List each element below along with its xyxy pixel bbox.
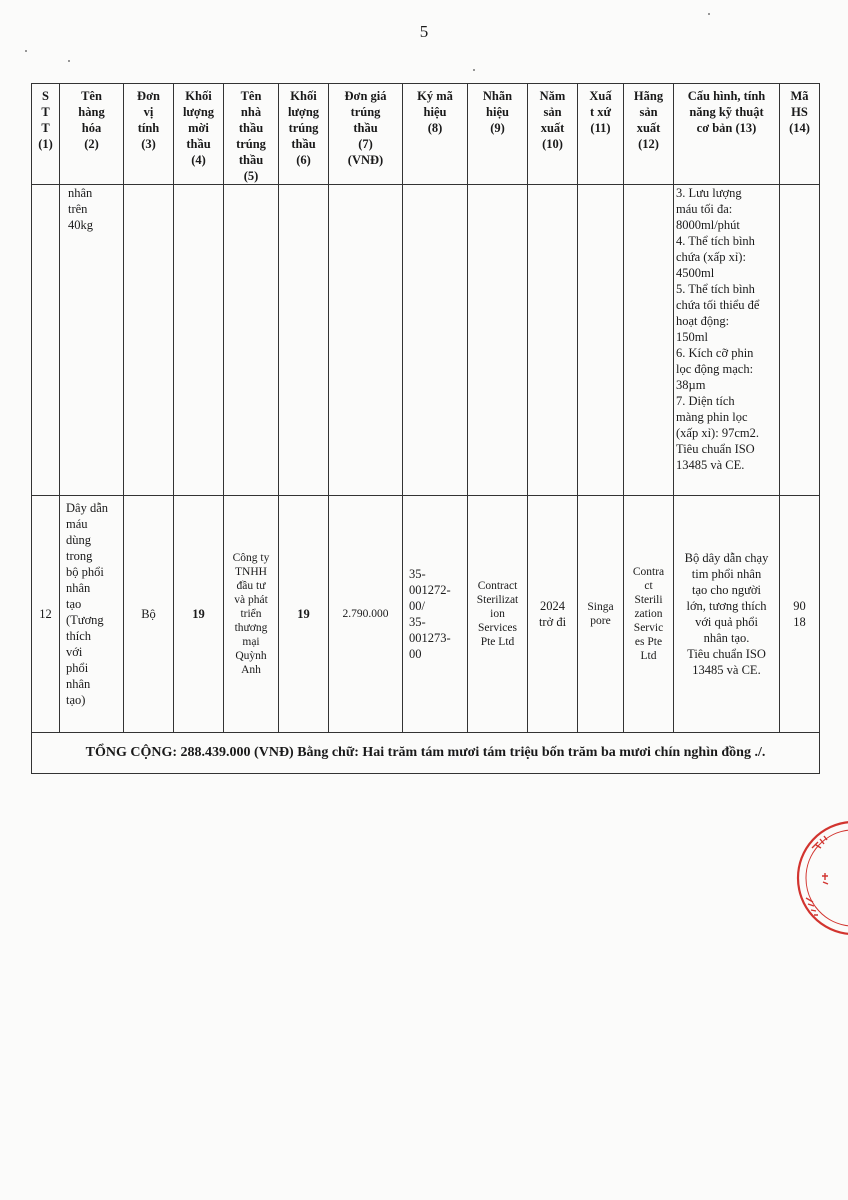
text-line: trở đi xyxy=(538,615,567,629)
cell-manufacturer xyxy=(624,185,674,496)
text-line: cơ bản (13) xyxy=(696,121,757,135)
text-line: (9) xyxy=(490,121,505,135)
text-line: ion xyxy=(490,608,505,620)
cell-hs-code xyxy=(780,185,820,496)
text-line: 38µm xyxy=(676,378,706,392)
text-line: T xyxy=(41,105,50,119)
cell-specs xyxy=(674,185,780,496)
header-unit xyxy=(124,84,174,185)
text-line: hoạt động: xyxy=(676,314,730,328)
text-line: 4. Thể tích bình xyxy=(676,234,755,248)
text-line: 001273- xyxy=(409,631,451,645)
text-line: 7. Diện tích xyxy=(676,394,735,408)
header-stt xyxy=(32,84,60,185)
text-line: (10) xyxy=(542,137,563,151)
text-line: với quả phổi xyxy=(695,615,758,629)
text-line: lọc động mạch: xyxy=(676,362,754,376)
header-brand xyxy=(468,84,528,185)
cell-winning-bidder xyxy=(224,185,279,496)
text-line: (4) xyxy=(191,153,206,167)
cell-qty-won xyxy=(279,185,329,496)
text-line: hóa xyxy=(81,121,102,135)
text-line: 90 xyxy=(793,599,806,613)
text-line: zation xyxy=(634,608,663,620)
text-line: Khối xyxy=(185,89,212,103)
text-line: Năm xyxy=(539,89,566,103)
text-line: pore xyxy=(590,615,611,627)
text-line: trúng xyxy=(288,121,319,135)
text-line: với xyxy=(66,645,83,659)
cell-unit: Bộ xyxy=(124,496,174,733)
header-unit-price xyxy=(329,84,403,185)
text-line: (6) xyxy=(296,153,311,167)
text-line: Services xyxy=(478,622,517,634)
header-qty-invited xyxy=(174,84,224,185)
text-line: 2024 xyxy=(540,599,565,613)
text-line: t xứ xyxy=(589,105,612,119)
text-line: máu tối đa: xyxy=(676,202,733,216)
text-line: hiệu xyxy=(486,105,509,119)
text-line: nhân xyxy=(68,186,93,200)
text-line: 13485 và CE. xyxy=(676,458,745,472)
text-line: (Tương xyxy=(66,613,104,627)
text-line: Tiêu chuẩn ISO xyxy=(687,647,766,661)
cell-item-name xyxy=(60,496,124,733)
text-line: phổi xyxy=(66,661,89,675)
text-line: 35- xyxy=(409,567,426,581)
text-line: 150ml xyxy=(676,330,708,344)
cell-model-code xyxy=(403,185,468,496)
text-line: lượng xyxy=(287,105,320,119)
text-line: hiệu xyxy=(423,105,447,119)
text-line: bộ phổi xyxy=(66,565,104,579)
text-line: Xuấ xyxy=(589,89,612,103)
table-row-12 xyxy=(32,496,820,733)
text-line: Quỳnh xyxy=(235,650,267,662)
text-line: (8) xyxy=(427,121,443,135)
red-seal-stamp xyxy=(792,818,848,938)
scan-dot xyxy=(473,69,475,71)
cell-origin xyxy=(578,185,624,496)
text-line: thầu xyxy=(238,121,264,135)
text-line: es Pte xyxy=(634,636,663,648)
text-line: mời xyxy=(188,121,209,135)
text-line: Đơn xyxy=(137,89,160,103)
cell-qty-invited xyxy=(174,185,224,496)
text-line: 5. Thể tích bình xyxy=(676,282,755,296)
text-line: TNHH xyxy=(235,566,267,578)
text-line: (1) xyxy=(38,137,53,151)
header-specs xyxy=(674,84,780,185)
text-line: nhà xyxy=(240,105,262,119)
text-line: Sterili xyxy=(634,594,663,606)
text-line: thầu xyxy=(291,137,316,151)
cell-winning-bidder xyxy=(224,496,279,733)
header-hs-code xyxy=(780,84,820,185)
total-row xyxy=(32,733,820,774)
text-line: chứa tối thiểu để xyxy=(676,298,760,312)
text-line: 8000ml/phút xyxy=(676,218,740,232)
bid-results-table xyxy=(31,83,820,774)
cell-item-name xyxy=(60,185,124,496)
text-line: và phát xyxy=(234,594,268,606)
text-line: Dây dẫn xyxy=(66,501,108,515)
text-line: sản xyxy=(543,105,562,119)
text-line: Singa xyxy=(587,601,614,613)
scan-dot xyxy=(708,13,710,15)
text-line: nhân xyxy=(66,677,91,691)
text-line: Sterilizat xyxy=(476,594,519,606)
cell-model-code xyxy=(403,496,468,733)
text-line: (12) xyxy=(638,137,659,151)
cell-brand xyxy=(468,496,528,733)
text-line: 00/ xyxy=(409,599,425,613)
header-qty-won xyxy=(279,84,329,185)
text-line: Contract xyxy=(477,580,518,592)
cell-hs-code xyxy=(780,496,820,733)
header-origin xyxy=(578,84,624,185)
text-line: Contra xyxy=(632,566,665,578)
header-model-code xyxy=(403,84,468,185)
cell-year xyxy=(528,496,578,733)
header-manufacturer xyxy=(624,84,674,185)
header-item-name xyxy=(60,84,124,185)
text-line: Bộ dây dẫn chạy xyxy=(684,551,769,565)
text-line: (11) xyxy=(590,121,611,135)
text-line: Ký mã xyxy=(417,89,453,103)
text-line: xuất xyxy=(636,121,661,135)
text-line: thầu xyxy=(186,137,211,151)
cell-year xyxy=(528,185,578,496)
page-number: 5 xyxy=(419,22,429,41)
total-text: TỔNG CỘNG: 288.439.000 (VNĐ) Bằng chữ: Hai trăm tám mươi tám triệu bốn trăm ba mươi chín nghìn đồng ./. xyxy=(32,733,820,774)
text-line: xuất xyxy=(540,121,565,135)
scan-dot xyxy=(25,50,27,52)
text-line: Nhãn xyxy=(482,89,513,103)
text-line: (14) xyxy=(789,121,810,135)
text-line: ct xyxy=(644,580,653,592)
text-line: 4500ml xyxy=(676,266,715,280)
cell-manufacturer xyxy=(624,496,674,733)
cell-stt xyxy=(32,185,60,496)
text-line: đầu tư xyxy=(236,580,266,592)
text-line: trúng xyxy=(350,105,381,119)
text-line: sản xyxy=(639,105,658,119)
header-year xyxy=(528,84,578,185)
text-line: vị xyxy=(143,105,154,119)
text-line: Anh xyxy=(241,664,261,676)
text-line: dùng xyxy=(66,533,91,547)
scan-dot xyxy=(68,60,70,62)
text-line: hàng xyxy=(78,105,105,119)
cell-unit-price: 2.790.000 xyxy=(329,496,403,733)
text-line: 40kg xyxy=(68,218,93,232)
cell-stt: 12 xyxy=(32,496,60,733)
text-line: trên xyxy=(68,202,88,216)
text-line: mại xyxy=(242,636,260,648)
text-line: chứa (xấp xỉ): xyxy=(676,250,746,264)
text-line: Tiêu chuẩn ISO xyxy=(676,442,755,456)
table-row-continued xyxy=(32,185,820,496)
text-line: 001272- xyxy=(409,583,451,597)
text-line: nhân tạo. xyxy=(703,631,750,645)
text-line: (2) xyxy=(84,137,99,151)
text-line: Công ty xyxy=(232,552,270,564)
text-line: (3) xyxy=(141,137,156,151)
text-line: HS xyxy=(791,105,808,119)
text-line: S xyxy=(42,89,49,103)
cell-specs xyxy=(674,496,780,733)
cell-unit-price xyxy=(329,185,403,496)
text-line: lớn, tương thích xyxy=(686,599,767,613)
header-row xyxy=(32,84,820,185)
text-line: Khối xyxy=(290,89,317,103)
text-line: Tên xyxy=(81,89,102,103)
text-line: trong xyxy=(66,549,93,563)
text-line: 00 xyxy=(409,647,422,661)
text-line: thương xyxy=(234,622,268,634)
text-line: trúng xyxy=(236,137,266,151)
text-line: 3. Lưu lượng xyxy=(676,186,742,200)
text-line: 18 xyxy=(793,615,806,629)
cell-unit xyxy=(124,185,174,496)
text-line: Đơn giá xyxy=(344,89,387,103)
text-line: Servic xyxy=(633,622,664,634)
cell-qty-won: 19 xyxy=(279,496,329,733)
text-line: máu xyxy=(66,517,88,531)
text-line: Mã xyxy=(790,89,809,103)
text-line: Tên xyxy=(240,89,262,103)
text-line: triển xyxy=(240,608,262,620)
text-line: nhân xyxy=(66,581,91,595)
text-line: tính xyxy=(137,121,160,135)
text-line: Hãng xyxy=(633,89,664,103)
text-line: thầu xyxy=(353,121,378,135)
cell-origin xyxy=(578,496,624,733)
text-line: Pte Ltd xyxy=(480,636,515,648)
text-line: lượng xyxy=(182,105,215,119)
text-line: 13485 và CE. xyxy=(692,663,761,677)
text-line: tạo) xyxy=(66,693,86,707)
cell-qty-invited: 19 xyxy=(174,496,224,733)
cell-brand xyxy=(468,185,528,496)
text-line: tạo xyxy=(66,597,82,611)
text-line: thích xyxy=(66,629,91,643)
text-line: tạo cho người xyxy=(692,583,761,597)
text-line: (7) xyxy=(358,137,373,151)
text-line: tim phổi nhân xyxy=(691,567,762,581)
text-line: thầu xyxy=(238,153,264,167)
text-line: T xyxy=(41,121,50,135)
text-line: (5) xyxy=(243,169,259,183)
text-line: Ltd xyxy=(640,650,657,662)
header-winning-bidder xyxy=(224,84,279,185)
text-line: (xấp xỉ): 97cm2. xyxy=(676,426,759,440)
text-line: Cấu hình, tính xyxy=(687,89,766,103)
text-line: 6. Kích cỡ phin xyxy=(676,346,754,360)
text-line: (VNĐ) xyxy=(347,153,384,167)
text-line: 35- xyxy=(409,615,426,629)
text-line: năng kỹ thuật xyxy=(689,105,764,119)
text-line: màng phin lọc xyxy=(676,410,748,424)
